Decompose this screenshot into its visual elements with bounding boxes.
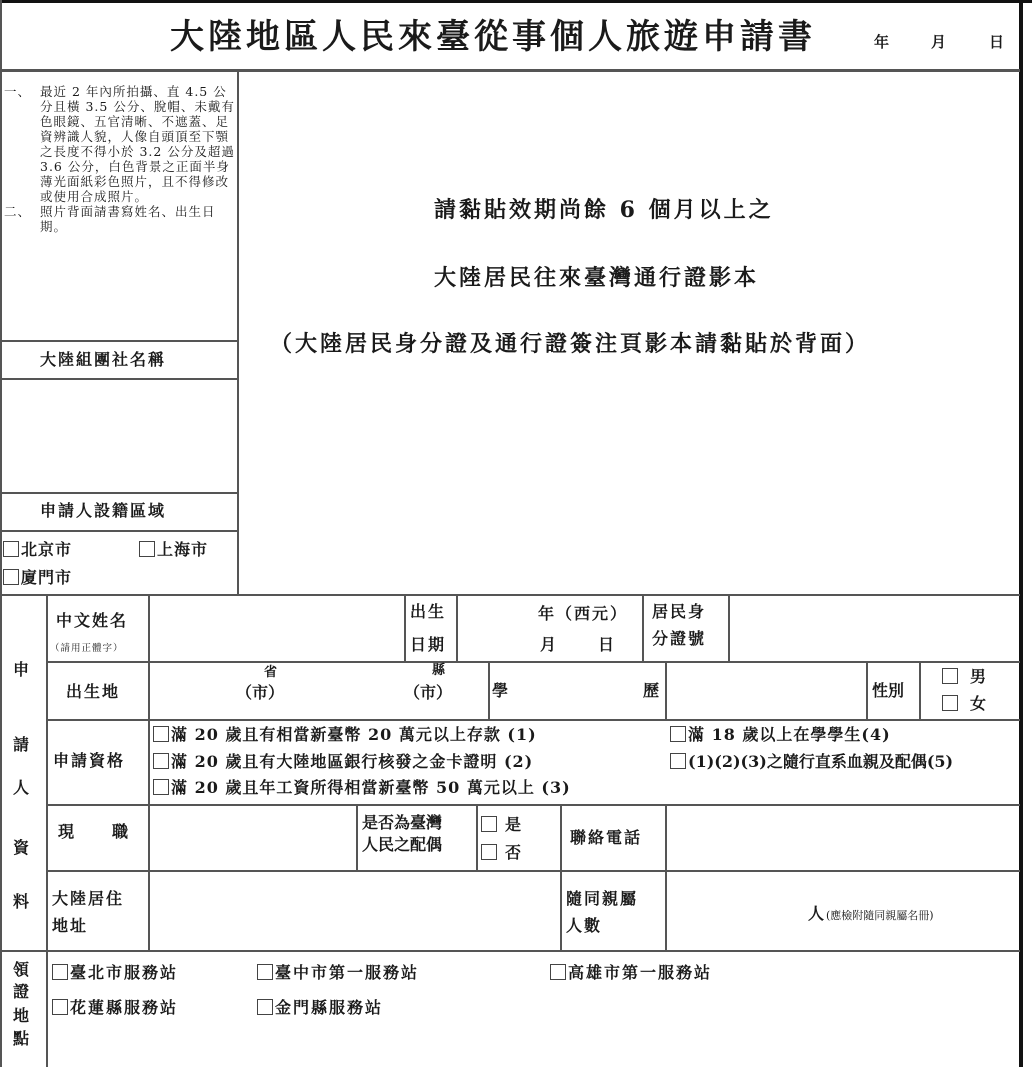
- permit-instruction-3: （大陸居民身分證及通行證簽注頁影本請黏貼於背面）: [270, 331, 871, 357]
- education-label-2: 歷: [643, 681, 662, 700]
- divider: [0, 594, 1020, 596]
- divider: [0, 530, 238, 532]
- checkbox-icon: [481, 816, 497, 832]
- pickup-option-taichung[interactable]: 臺中市第一服務站: [257, 964, 419, 981]
- note-1-text: 最近 2 年內所拍攝、直 4.5 公分且橫 3.5 公分、脫帽、未戴有色眼鏡、五官清晰、不遮蓋、足資辨識人貌，人像自頭頂至下顎之長度不得小於 3.2 公分及超過 3.6 公分，白色背景之正面半身薄光面紙彩色照片，且不得修改或使用合成照片。: [40, 84, 235, 204]
- applicant-section-char: 請: [13, 735, 32, 754]
- chinese-name-label: 中文姓名: [56, 611, 129, 630]
- applicant-section-char: 人: [13, 778, 32, 797]
- spouse-option-no[interactable]: 否: [481, 844, 522, 861]
- occupation-label: 現 職: [58, 822, 131, 841]
- divider: [356, 805, 358, 871]
- divider: [456, 595, 458, 662]
- checkbox-icon: [153, 753, 169, 769]
- province-label-top: 省: [264, 665, 279, 680]
- date-year-label: 年: [874, 33, 890, 51]
- relatives-count-field[interactable]: [668, 873, 808, 949]
- address-field[interactable]: [151, 873, 559, 949]
- birth-date-label-2: 日期: [410, 635, 447, 654]
- pickup-section-char: 地: [13, 1006, 32, 1025]
- divider: [0, 492, 238, 494]
- id-number-label-2: 分證號: [652, 629, 707, 648]
- birth-day-label: 日: [598, 635, 617, 654]
- checkbox-icon: [52, 964, 68, 980]
- address-label-1: 大陸居住: [52, 889, 125, 908]
- applicant-section-char: 資: [13, 838, 32, 857]
- relatives-note: 人(應檢附隨同親屬名冊): [808, 904, 934, 923]
- education-label-1: 學: [492, 681, 511, 700]
- divider: [47, 870, 1020, 872]
- checkbox-icon: [481, 844, 497, 860]
- spouse-option-yes[interactable]: 是: [481, 816, 522, 833]
- checkbox-icon: [670, 753, 686, 769]
- photo-requirements: [4, 84, 236, 234]
- divider: [665, 805, 667, 950]
- chinese-name-note: （請用正體字）: [50, 643, 124, 654]
- date-month-label: 月: [931, 33, 947, 51]
- pickup-option-hualien[interactable]: 花蓮縣服務站: [52, 999, 178, 1016]
- permit-instruction-1: 請黏貼效期尚餘 6 個月以上之: [434, 197, 774, 223]
- gender-option-female[interactable]: 女: [942, 695, 987, 712]
- pickup-section-char: 點: [13, 1029, 32, 1048]
- phone-label: 聯絡電話: [570, 828, 643, 847]
- checkbox-icon: [257, 999, 273, 1015]
- chinese-name-field[interactable]: [151, 597, 403, 660]
- applicant-section-char: 料: [13, 892, 32, 911]
- checkbox-xiamen[interactable]: 廈門市: [3, 569, 72, 586]
- divider: [728, 595, 730, 662]
- tour-agency-label: 大陸組團社名稱: [40, 350, 167, 369]
- checkbox-icon: [257, 964, 273, 980]
- qualification-label: 申請資格: [53, 751, 126, 770]
- education-field[interactable]: [668, 664, 865, 718]
- checkbox-icon: [670, 726, 686, 742]
- phone-field[interactable]: [668, 807, 1018, 869]
- spouse-question-label-1: 是否為臺灣: [362, 813, 443, 832]
- divider: [476, 805, 478, 871]
- applicant-section-char: 申: [13, 660, 32, 679]
- pickup-section-char: 證: [13, 982, 32, 1001]
- divider: [148, 595, 150, 950]
- id-number-label-1: 居民身: [652, 602, 707, 621]
- checkbox-icon: [52, 999, 68, 1015]
- divider: [47, 661, 1020, 663]
- checkbox-icon: [153, 726, 169, 742]
- checkbox-icon: [942, 668, 958, 684]
- checkbox-icon: [550, 964, 566, 980]
- birth-date-label-1: 出生: [410, 602, 447, 621]
- divider: [47, 804, 1020, 806]
- occupation-field[interactable]: [151, 807, 355, 869]
- checkbox-icon: [3, 569, 19, 585]
- registration-area-label: 申請人設籍區域: [40, 501, 167, 520]
- divider: [560, 805, 562, 950]
- divider: [0, 340, 238, 342]
- checkbox-icon: [942, 695, 958, 711]
- divider: [488, 662, 490, 720]
- checkbox-icon: [139, 541, 155, 557]
- left-border: [0, 0, 2, 1067]
- checkbox-beijing[interactable]: 北京市: [3, 541, 72, 558]
- county-label-bottom: （市）: [404, 683, 453, 702]
- id-number-field[interactable]: [731, 597, 1018, 660]
- qualification-option-2[interactable]: 滿 20 歲且有大陸地區銀行核發之金卡證明 (2): [153, 753, 533, 770]
- divider: [47, 719, 1020, 721]
- divider: [919, 662, 921, 720]
- permit-instruction-2: 大陸居民往來臺灣通行證影本: [434, 265, 760, 291]
- qualification-option-3[interactable]: 滿 20 歲且年工資所得相當新臺幣 50 萬元以上 (3): [153, 779, 571, 796]
- gender-label: 性別: [872, 681, 905, 700]
- note-2-prefix: 二、: [4, 204, 32, 219]
- divider: [665, 662, 667, 720]
- checkbox-shanghai[interactable]: 上海市: [139, 541, 208, 558]
- pickup-option-kaohsiung[interactable]: 高雄市第一服務站: [550, 964, 712, 981]
- relatives-label-2: 人數: [566, 916, 603, 935]
- birth-year-suffix: 年（西元）: [538, 604, 629, 623]
- address-label-2: 地址: [52, 916, 89, 935]
- divider: [866, 662, 868, 720]
- right-border: [1019, 0, 1023, 1067]
- divider: [0, 950, 1020, 952]
- top-border: [0, 0, 1032, 3]
- spouse-question-label-2: 人民之配偶: [362, 835, 443, 854]
- qualification-option-4[interactable]: 滿 18 歲以上在學學生(4): [670, 726, 891, 743]
- county-label-top: 縣: [432, 663, 447, 678]
- province-label-bottom: （市）: [236, 683, 285, 702]
- pickup-option-kinmen[interactable]: 金門縣服務站: [257, 999, 383, 1016]
- relatives-label-1: 隨同親屬: [566, 889, 639, 908]
- birthplace-label: 出生地: [66, 682, 121, 701]
- note-2-text: 照片背面請書寫姓名、出生日期。: [40, 204, 216, 234]
- checkbox-icon: [153, 779, 169, 795]
- birth-month-label: 月: [540, 635, 559, 654]
- photo-column-divider: [237, 70, 239, 595]
- divider: [642, 595, 644, 662]
- gender-option-male[interactable]: 男: [942, 668, 987, 685]
- form-title: 大陸地區人民來臺從事個人旅遊申請書: [170, 17, 816, 57]
- divider: [0, 378, 238, 380]
- date-day-label: 日: [989, 33, 1005, 51]
- tour-agency-field[interactable]: [3, 381, 235, 491]
- checkbox-icon: [3, 541, 19, 557]
- qualification-option-5[interactable]: (1)(2)(3)之隨行直系血親及配偶(5): [670, 753, 953, 770]
- pickup-option-taipei[interactable]: 臺北市服務站: [52, 964, 178, 981]
- divider: [46, 595, 48, 1067]
- pickup-section-char: 領: [13, 960, 32, 979]
- divider: [404, 595, 406, 662]
- qualification-option-1[interactable]: 滿 20 歲且有相當新臺幣 20 萬元以上存款 (1): [153, 726, 537, 743]
- note-1-prefix: 一、: [4, 84, 32, 99]
